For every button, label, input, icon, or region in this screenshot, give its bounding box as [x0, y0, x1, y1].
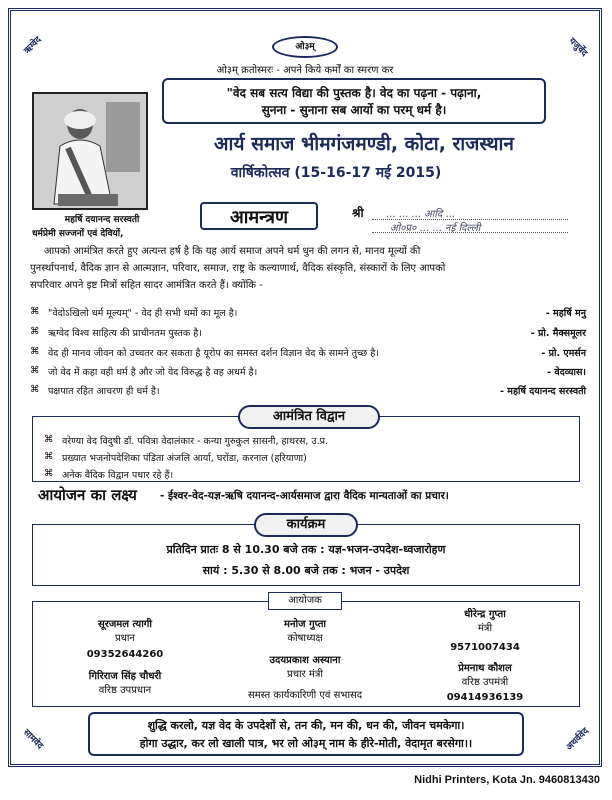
om-motto: ओ३म् क्रतोस्मरः - अपने किये कर्मों का स्मरण कर: [216, 65, 394, 76]
bullet-icon: ⌘: [44, 468, 54, 479]
bullet-icon: ⌘: [30, 384, 40, 395]
goal-heading: आयोजन का लक्ष्य: [38, 486, 137, 504]
quote-author: - महर्षि मनु: [545, 308, 586, 319]
organizer-publicity: [220, 652, 390, 680]
organizers-collective: समस्त कार्यकारिणी एवं सभासद: [247, 690, 363, 701]
intro-line-3: सपरिवार अपने इष्ट मित्रों सहित सादर आमंत्रित करते हैं। क्योंकि -: [30, 280, 263, 291]
quote-author: - प्रो. मैक्समूलर: [530, 328, 586, 339]
bullet-icon: ⌘: [44, 434, 54, 445]
page-title: आर्य समाज भीमगंजमण्डी, कोटा, राजस्थान: [214, 133, 514, 155]
organizer-vice-president: [40, 668, 210, 696]
intro-line-1: आपको आमंत्रित करते हुए अत्यन्त हर्ष है कि यह आर्य समाज अपने धर्म धुन की लगन से, मानव मूल्यों की: [44, 246, 421, 257]
scholar-text: प्रख्यात भजनोपदेशिका पंडिता अंजलि आर्या, घरोंडा, करनाल (हरियाणा): [62, 453, 307, 464]
event-dates: वार्षिकोत्सव (15-16-17 मई 2015): [230, 165, 442, 181]
bullet-icon: ⌘: [30, 326, 40, 337]
bullet-icon: ⌘: [44, 451, 54, 462]
recipient-prefix: श्री: [352, 206, 364, 220]
organizer-name: मनोज गुप्ता: [283, 619, 327, 630]
invitation-heading: आमन्त्रण: [200, 202, 318, 230]
bullet-icon: ⌘: [30, 306, 40, 317]
bullet-icon: ⌘: [30, 346, 40, 357]
organizer-deputy-secretary: [400, 660, 570, 703]
program-evening: सायं : 5.30 से 8.00 बजे तक : भजन - उपदेश: [202, 564, 410, 577]
organizer-treasurer: [220, 616, 390, 644]
dayanand-portrait: [32, 92, 148, 210]
organizer-phone: 09414936139: [446, 692, 524, 703]
organizers-heading: आयोजक: [268, 592, 342, 610]
corner-label-bottom-right: अथर्ववेद: [564, 726, 591, 753]
quote-text: जो वेद में कहा वही धर्म है और जो वेद विरुद्ध है वह अधर्म है।: [48, 367, 258, 378]
recipient-handwriting-1: ... ... ... आदि ...: [386, 209, 455, 220]
printer-credit: Nidhi Printers, Kota Jn. 9460813430: [414, 774, 600, 786]
veda-quote-box: [162, 78, 546, 124]
organizer-name: उदयप्रकाश अस्याना: [269, 655, 341, 666]
organizer-secretary: [400, 606, 570, 653]
corner-label-top-left: ऋग्वेद: [22, 34, 44, 57]
quote-author: - प्रो. एमर्सन: [541, 348, 586, 359]
organizer-role: मंत्री: [477, 623, 493, 634]
corner-label-top-right: यजुर्वेद: [566, 36, 590, 59]
portrait-image: [34, 94, 146, 208]
bullet-icon: ⌘: [30, 365, 40, 376]
program-morning: प्रतिदिन प्रातः 8 से 10.30 बजे तक : यज्ञ-भजन-उपदेश-ध्वजारोहण: [166, 543, 446, 556]
corner-label-bottom-left: सामवेद: [20, 727, 45, 752]
organizer-name: धीरेन्द्र गुप्ता: [464, 609, 506, 620]
veda-quote-line-1: "वेद सब सत्य विद्या की पुस्तक है। वेद का पढ़ना - पढ़ाना,: [226, 86, 482, 100]
quote-author: - वेदव्यास।: [547, 367, 586, 378]
organizer-role: वरिष्ठ उपमंत्री: [461, 677, 509, 688]
quote-author: - महर्षि दयानन्द सरस्वती: [500, 386, 586, 397]
scholar-text: वरेण्या वेद विदुषी डॉ. पवित्रा वेदालंकार - कन्या गुरुकुल सासनी, हाथरस, उ.प्र.: [62, 436, 329, 447]
quote-text: ऋग्वेद विश्व साहित्य की प्राचीनतम पुस्तक है।: [48, 328, 202, 339]
organizer-phone: 09352644260: [86, 649, 164, 660]
organizer-pradhan: [40, 616, 210, 660]
closing-verse-box: [88, 712, 524, 756]
veda-quote-line-2: सुनना - सुनाना सब आर्यो का परम् धर्म है।: [261, 103, 447, 117]
program-heading: कार्यक्रम: [254, 513, 358, 537]
intro-line-2: पुनर्स्थापनार्थ, वैदिक ज्ञान से आत्मज्ञान, परिवार, समाज, राष्ट्र के कल्याणार्थ, वैदिक संस्कृति, संस्कारों के लिए आपको: [30, 263, 446, 274]
scholars-heading: आमंत्रित विद्वान: [238, 405, 380, 429]
scholar-text: अनेक वैदिक विद्वान पधार रहे हैं।: [62, 470, 174, 481]
organizer-name: सूरजमल त्यागी: [97, 619, 153, 630]
organizer-role: वरिष्ठ उपप्रधान: [98, 685, 152, 696]
organizer-role: प्रधान: [115, 633, 135, 644]
organizer-phone: 9571007434: [450, 642, 520, 653]
quote-text: पक्षपात रहित आचरण ही धर्म है।: [48, 386, 160, 397]
portrait-caption: महर्षि दयानन्द सरस्वती: [64, 215, 140, 225]
recipient-handwriting-2: ओ०प्र० ... ... नई दिल्ली: [390, 223, 481, 234]
closing-line-2: होगा उद्धार, कर लो खाली पात्र, भर लो ओ३म् नाम के हीरे-मोती, वेदामृत बरसेगा।।: [139, 737, 473, 750]
organizer-role: कोषाध्यक्ष: [287, 633, 323, 644]
closing-line-1: शुद्धि करलो, यज्ञ वेद के उपदेशों से, तन की, मन की, धन की, जीवन चमकेगा।: [147, 719, 465, 732]
organizer-name: प्रेमनाथ कौशल: [458, 663, 512, 674]
om-logo: ओ३म्: [272, 36, 338, 58]
quote-text: वेद ही मानव जीवन को उच्चतर कर सकता है यूरोप का समस्त दर्शन विज्ञान वेद के सामने तुच्छ है।: [48, 348, 379, 359]
greeting: धर्मप्रेमी सज्जनों एवं देवियों,: [32, 229, 124, 239]
organizer-name: गिरिराज सिंह चौधरी: [88, 671, 162, 682]
quote-text: "वेदोऽखिलो धर्म मूल्यम्" - वेद ही सभी धर्मो का मूल है।: [48, 308, 238, 319]
goal-text: - ईश्वर-वेद-यज्ञ-ऋषि दयानन्द-आर्यसमाज द्वारा वैदिक मान्यताओं का प्रचार।: [160, 490, 449, 502]
organizer-role: प्रचार मंत्री: [287, 669, 323, 680]
